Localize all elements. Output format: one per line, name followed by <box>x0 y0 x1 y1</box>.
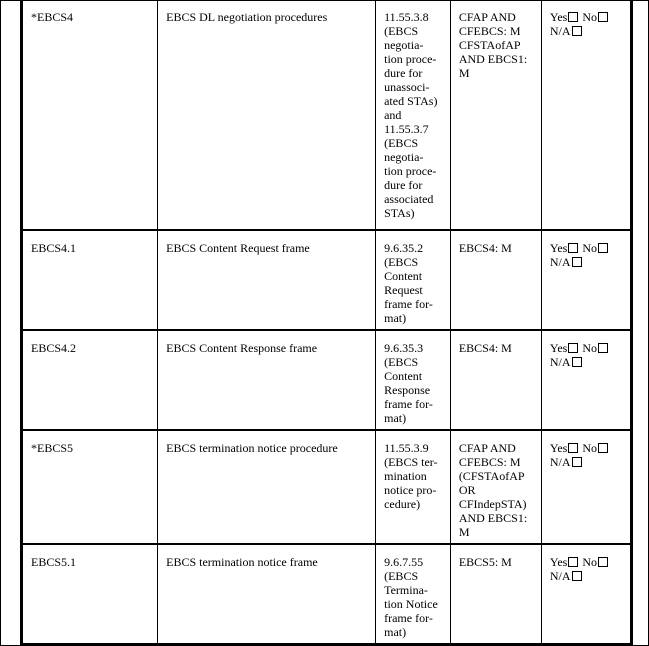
reference-line: frame for- <box>384 611 433 625</box>
reference-line: tion Notice <box>384 597 438 611</box>
yes-label: Yes <box>549 341 568 355</box>
status-cell <box>450 230 541 330</box>
reference-line: mat) <box>384 311 407 325</box>
status-line: M <box>458 66 470 80</box>
na-label: N/A <box>549 569 571 583</box>
description-cell: EBCS termination notice procedure <box>158 430 376 544</box>
status-line: M <box>458 525 470 539</box>
reference-line: mat) <box>384 625 407 639</box>
na-checkbox[interactable] <box>572 257 582 267</box>
reference-line: unassoci- <box>384 80 430 94</box>
references-cell <box>376 430 451 544</box>
reference-line: dure for <box>384 178 423 192</box>
no-checkbox[interactable] <box>598 443 608 453</box>
status-line: CFAP AND <box>458 10 516 24</box>
reference-line: 9.6.7.55 <box>384 555 424 569</box>
item-cell: *EBCS4 <box>22 0 158 230</box>
status-line: EBCS4: M <box>458 341 512 355</box>
support-cell <box>541 430 631 544</box>
reference-line: (EBCS <box>384 255 419 269</box>
no-label: No <box>582 555 598 569</box>
reference-line: mination <box>384 469 427 483</box>
table-row <box>22 330 632 430</box>
na-label: N/A <box>549 355 571 369</box>
status-cell <box>450 430 541 544</box>
no-checkbox[interactable] <box>598 343 608 353</box>
yes-label: Yes <box>549 10 568 24</box>
status-line: CFEBCS: M <box>458 24 521 38</box>
status-line: AND EBCS1: <box>458 511 528 525</box>
status-line: CFSTAofAP <box>458 38 521 52</box>
reference-line: (EBCS ter- <box>384 455 438 469</box>
reference-line: (EBCS <box>384 569 419 583</box>
pics-table-body <box>22 0 632 645</box>
item-cell: *EBCS5 <box>22 430 158 544</box>
reference-line: tion proce- <box>384 52 437 66</box>
no-checkbox[interactable] <box>598 243 608 253</box>
support-cell <box>541 0 631 230</box>
no-checkbox[interactable] <box>598 12 608 22</box>
no-label: No <box>582 241 598 255</box>
table-row <box>22 544 632 645</box>
reference-line: tion proce- <box>384 164 437 178</box>
status-line: EBCS5: M <box>458 555 512 569</box>
status-line: EBCS4: M <box>458 241 512 255</box>
na-checkbox[interactable] <box>572 457 582 467</box>
yes-checkbox[interactable] <box>568 12 578 22</box>
yes-checkbox[interactable] <box>568 557 578 567</box>
reference-line: (EBCS <box>384 355 419 369</box>
support-cell <box>541 230 631 330</box>
status-line: CFIndepSTA) <box>458 497 527 511</box>
status-line: (CFSTAofAP <box>458 469 525 483</box>
na-label: N/A <box>549 255 571 269</box>
table-row <box>22 0 632 230</box>
yes-checkbox[interactable] <box>568 243 578 253</box>
yes-checkbox[interactable] <box>568 343 578 353</box>
table-row <box>22 430 632 544</box>
yes-label: Yes <box>549 555 568 569</box>
na-checkbox[interactable] <box>572 357 582 367</box>
na-label: N/A <box>549 455 571 469</box>
reference-line: notice pro- <box>384 483 437 497</box>
reference-line: STAs) <box>384 206 415 220</box>
status-line: CFEBCS: M <box>458 455 521 469</box>
no-label: No <box>582 441 598 455</box>
no-label: No <box>582 10 598 24</box>
description-cell: EBCS Content Response frame <box>158 330 376 430</box>
pics-table <box>20 0 633 646</box>
reference-line: cedure) <box>384 497 421 511</box>
item-cell: EBCS5.1 <box>22 544 158 645</box>
reference-line: Content <box>384 369 423 383</box>
reference-line: negotia- <box>384 38 424 52</box>
yes-checkbox[interactable] <box>568 443 578 453</box>
item-cell: EBCS4.2 <box>22 330 158 430</box>
no-checkbox[interactable] <box>598 557 608 567</box>
reference-line: frame for- <box>384 297 433 311</box>
reference-line: 11.55.3.8 <box>384 10 429 24</box>
description-cell: EBCS DL negotiation procedures <box>158 0 376 230</box>
na-checkbox[interactable] <box>572 26 582 36</box>
references-cell <box>376 230 451 330</box>
references-cell <box>376 0 451 230</box>
no-label: No <box>582 341 598 355</box>
references-cell <box>376 330 451 430</box>
reference-line: associated <box>384 192 434 206</box>
status-line: CFAP AND <box>458 441 516 455</box>
references-cell <box>376 544 451 645</box>
reference-line: Request <box>384 283 423 297</box>
description-cell: EBCS termination notice frame <box>158 544 376 645</box>
support-cell <box>541 330 631 430</box>
reference-line: negotia- <box>384 150 424 164</box>
reference-line: mat) <box>384 411 407 425</box>
table-row <box>22 230 632 330</box>
reference-line: (EBCS <box>384 24 419 38</box>
reference-line: 9.6.35.3 <box>384 341 424 355</box>
reference-line: frame for- <box>384 397 433 411</box>
status-cell <box>450 330 541 430</box>
reference-line: Termina- <box>384 583 428 597</box>
yes-label: Yes <box>549 241 568 255</box>
reference-line: 11.55.3.9 <box>384 441 429 455</box>
reference-line: dure for <box>384 66 423 80</box>
reference-line: and <box>384 108 402 122</box>
reference-line: Response <box>384 383 431 397</box>
reference-line: 11.55.3.7 <box>384 122 429 136</box>
status-line: OR <box>458 483 476 497</box>
status-cell <box>450 0 541 230</box>
reference-line: Content <box>384 269 423 283</box>
item-cell: EBCS4.1 <box>22 230 158 330</box>
description-cell: EBCS Content Request frame <box>158 230 376 330</box>
yes-label: Yes <box>549 441 568 455</box>
reference-line: ated STAs) <box>384 94 438 108</box>
reference-line: 9.6.35.2 <box>384 241 424 255</box>
na-label: N/A <box>549 24 571 38</box>
reference-line: (EBCS <box>384 136 419 150</box>
status-cell <box>450 544 541 645</box>
status-line: AND EBCS1: <box>458 52 528 66</box>
na-checkbox[interactable] <box>572 571 582 581</box>
support-cell <box>541 544 631 645</box>
